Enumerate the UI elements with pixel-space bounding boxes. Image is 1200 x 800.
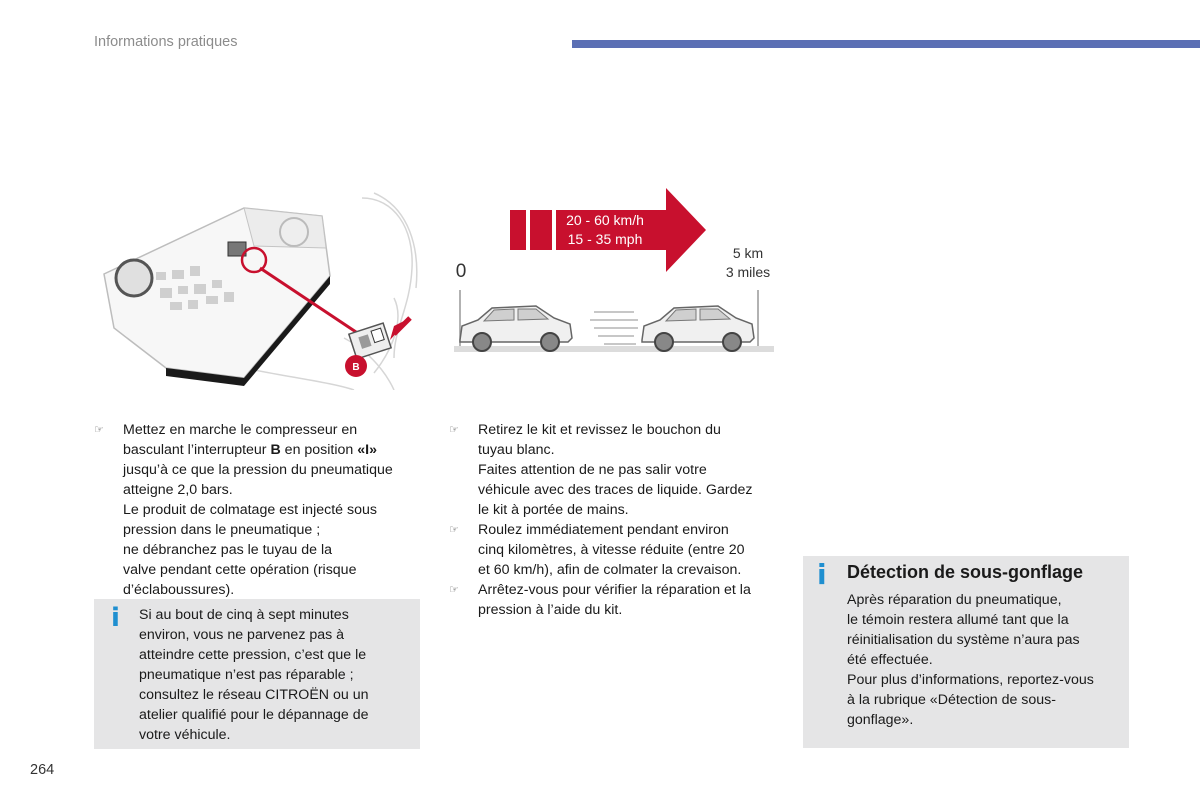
instruction-line: Arrêtez-vous pour vérifier la réparation et la — [478, 582, 751, 598]
page-header-title: Informations pratiques — [94, 34, 238, 50]
info-line: environ, vous ne parvenez pas à — [139, 627, 345, 643]
pointing-hand-icon: ☞ — [449, 584, 459, 596]
instruction-line: Roulez immédiatement pendant environ — [478, 522, 729, 538]
instruction-line: Retirez le kit et revissez le bouchon du — [478, 422, 721, 438]
instructions-middle-column — [449, 420, 779, 620]
motion-lines — [590, 312, 638, 344]
instruction-line: cinq kilomètres, à vitesse réduite (entre 20 — [478, 542, 745, 558]
info-line: Pour plus d’informations, reportez-vous — [847, 672, 1094, 688]
compressor-kit-illustration — [94, 188, 420, 390]
pointing-hand-icon: ☞ — [449, 524, 459, 536]
instruction-line: Faites attention de ne pas salir votre — [478, 462, 707, 478]
car-start-icon — [460, 306, 572, 351]
distance-km-label: 5 km — [732, 245, 764, 261]
car-moving-icon — [642, 306, 754, 351]
bullet-item — [449, 420, 779, 520]
distance-miles-label: 3 miles — [725, 264, 771, 280]
speed-distance-illustration — [444, 180, 784, 360]
instruction-line: pression à l’aide du kit. — [478, 602, 623, 618]
speed-arrow — [556, 188, 706, 272]
instruction-line: d’éclaboussures). — [123, 582, 235, 598]
info-line: pneumatique n’est pas réparable ; — [139, 667, 354, 683]
instruction-line: Le produit de colmatage est injecté sous — [123, 502, 377, 518]
instruction-line: atteigne 2,0 bars. — [123, 482, 233, 498]
info-line: été effectuée. — [847, 652, 933, 668]
info-line: atelier qualifié pour le dépannage de — [139, 707, 369, 723]
instruction-line: ne débranchez pas le tuyau de la — [123, 542, 333, 558]
start-distance-label: 0 — [455, 261, 467, 282]
bullet-item — [449, 580, 779, 620]
speed-kmh-label: 20 - 60 km/h — [566, 212, 644, 228]
pointing-hand-icon: ☞ — [94, 424, 104, 436]
instruction-line: pression dans le pneumatique ; — [123, 522, 321, 538]
info-box-underinflation-detection — [803, 556, 1129, 748]
info-line: réinitialisation du système n’aura pas — [847, 632, 1080, 648]
pointing-hand-icon: ☞ — [449, 424, 459, 436]
info-line: Après réparation du pneumatique, — [847, 592, 1062, 608]
info-line: consultez le réseau CITROËN ou un — [139, 687, 369, 703]
info-line: atteindre cette pression, c’est que le — [139, 647, 367, 663]
bullet-item — [94, 420, 416, 600]
info-box-text — [847, 590, 1117, 730]
info-icon: i — [111, 603, 120, 633]
switch-b-reference: B — [270, 442, 281, 458]
callout-b-label: B — [352, 362, 360, 373]
info-box-pressure-warning — [94, 599, 420, 749]
page-number: 264 — [30, 762, 55, 778]
instruction-line: jusqu’à ce que la pression du pneumatique — [123, 462, 393, 478]
info-line: à la rubrique «Détection de sous- — [847, 692, 1056, 708]
instruction-line: véhicule avec des traces de liquide. Gardez — [478, 482, 753, 498]
info-line: le témoin restera allumé tant que la — [847, 612, 1069, 628]
pressure-gauge — [280, 218, 308, 246]
position-i-reference: «I» — [357, 442, 377, 458]
instruction-line: valve pendant cette opération (risque — [123, 562, 357, 578]
instructions-left-column — [94, 420, 416, 600]
speed-mph-label: 15 - 35 mph — [567, 231, 643, 247]
info-line: votre véhicule. — [139, 727, 231, 743]
info-icon: i — [817, 558, 827, 591]
info-line: Si au bout de cinq à sept minutes — [139, 607, 349, 623]
info-box-text — [139, 605, 409, 745]
info-line: gonflage». — [847, 712, 914, 728]
header-accent-bar — [572, 40, 1200, 48]
instruction-line: tuyau blanc. — [478, 442, 555, 458]
instruction-line: basculant l’interrupteur B en position «I» — [123, 442, 377, 458]
instruction-line: et 60 km/h), afin de colmater la crevaison. — [478, 562, 742, 578]
info-box-title: Détection de sous-gonflage — [847, 562, 1084, 582]
bullet-item — [449, 520, 779, 580]
instruction-line: Mettez en marche le compresseur en — [123, 422, 358, 438]
instruction-line: le kit à portée de mains. — [478, 502, 629, 518]
